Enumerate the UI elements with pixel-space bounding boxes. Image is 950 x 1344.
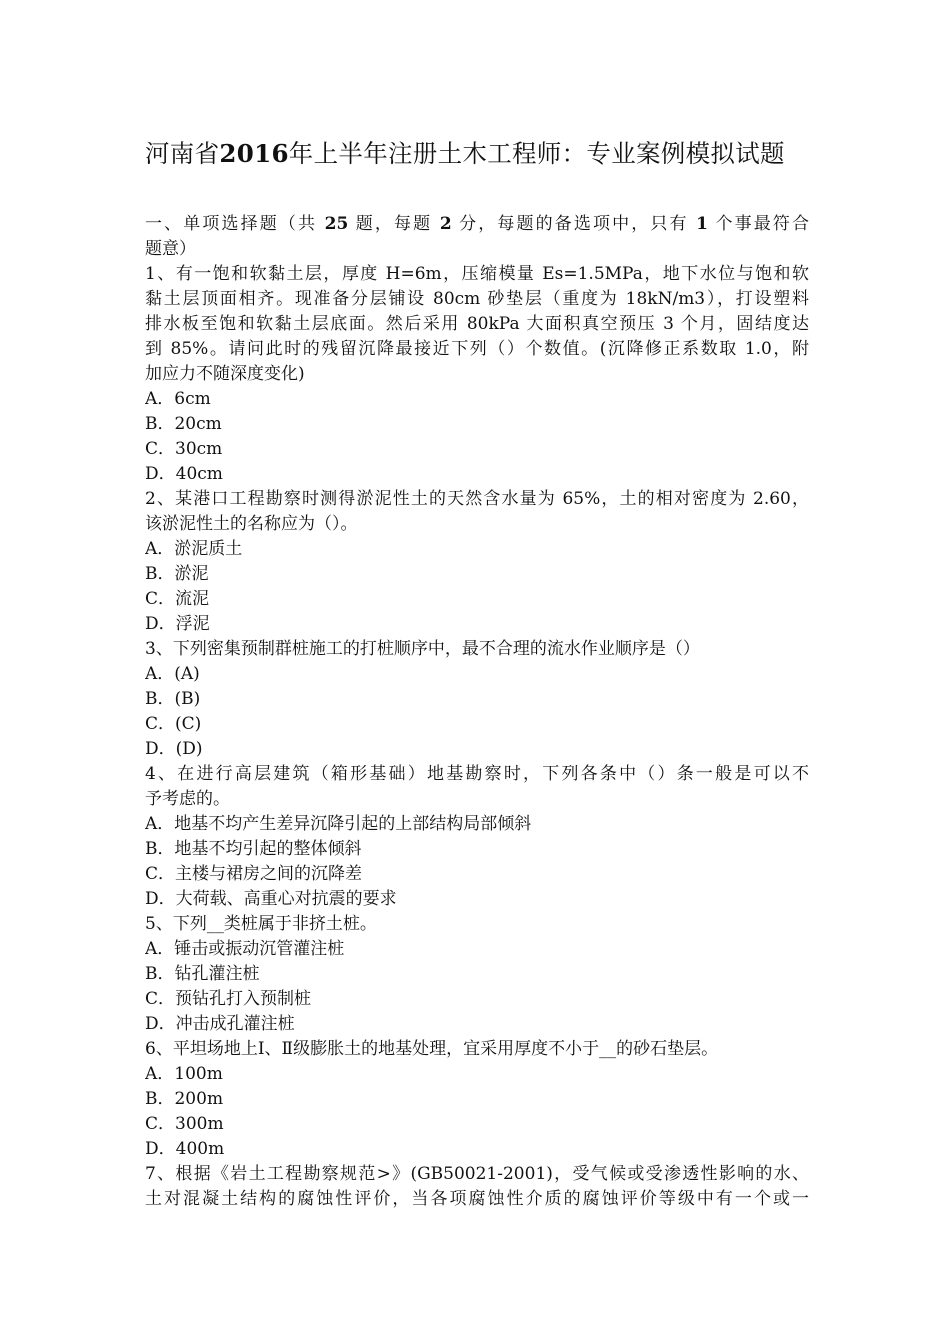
section-heading-continued: 题意）	[145, 239, 196, 259]
answer-option: D．400m	[145, 1139, 225, 1159]
answer-option: D．40cm	[145, 464, 223, 484]
answer-option: A．100m	[145, 1064, 223, 1084]
answer-option: B．钻孔灌注桩	[145, 964, 260, 984]
question-stem-line: 黏土层顶面相齐。现准备分层铺设 80cm 砂垫层（重度为 18kN/m3），打设塑料	[145, 289, 809, 309]
answer-option: C．预钻孔打入预制桩	[145, 989, 312, 1009]
title-year: 2016	[219, 139, 289, 168]
answer-option: B．(B)	[145, 689, 201, 709]
document-body	[145, 212, 809, 1212]
question-count: 25	[324, 214, 349, 234]
question-2	[145, 487, 809, 637]
answer-option: C．主楼与裙房之间的沉降差	[145, 864, 363, 884]
answer-option: B．淤泥	[145, 564, 209, 584]
question-1	[145, 262, 809, 487]
answer-option: A．地基不均产生差异沉降引起的上部结构局部倾斜	[145, 814, 532, 834]
question-stem-line: 7、根据《岩土工程勘察规范>》(GB50021-2001)，受气候或受渗透性影响的水、	[145, 1164, 809, 1184]
question-6	[145, 1037, 809, 1162]
question-stem-line: 排水板至饱和软黏土层底面。然后采用 80kPa 大面积真空预压 3 个月，固结度达	[145, 314, 809, 334]
answer-option: A．(A)	[145, 664, 200, 684]
question-stem-line: 到 85%。请问此时的残留沉降最接近下列（）个数值。(沉降修正系数取 1.0，附	[145, 339, 809, 359]
question-stem-line: 土对混凝土结构的腐蚀性评价，当各项腐蚀性介质的腐蚀评价等级中有一个或一	[145, 1189, 809, 1209]
answer-option: D．冲击成孔灌注桩	[145, 1014, 295, 1034]
answer-option: A．锤击或振动沉管灌注桩	[145, 939, 345, 959]
correct-count: 1	[696, 214, 708, 234]
question-stem-line: 加应力不随深度变化)	[145, 364, 305, 384]
title-prefix: 河南省	[145, 139, 220, 168]
question-5	[145, 912, 809, 1037]
question-3	[145, 637, 809, 762]
question-list	[145, 262, 809, 1212]
question-stem-line: 5、下列__类桩属于非挤土桩。	[145, 914, 377, 934]
answer-option: C．30cm	[145, 439, 223, 459]
answer-option: D．(D)	[145, 739, 203, 759]
question-stem-line: 2、某港口工程勘察时测得淤泥性土的天然含水量为 65%，土的相对密度为 2.60，	[145, 489, 809, 509]
question-stem-line: 该淤泥性土的名称应为（）。	[145, 514, 358, 534]
answer-option: D．浮泥	[145, 614, 210, 634]
question-stem-line: 1、有一饱和软黏土层，厚度 H=6m，压缩模量 Es=1.5MPa，地下水位与饱和软	[145, 264, 809, 284]
answer-option: A．淤泥质土	[145, 539, 243, 559]
question-stem-line: 3、下列密集预制群桩施工的打桩顺序中，最不合理的流水作业顺序是（）	[145, 639, 700, 659]
answer-option: C．300m	[145, 1114, 224, 1134]
document-title	[145, 137, 809, 171]
question-stem-line: 4、在进行高层建筑（箱形基础）地基勘察时，下列各条中（）条一般是可以不	[145, 764, 809, 784]
answer-option: B．地基不均引起的整体倾斜	[145, 839, 362, 859]
answer-option: D．大荷载、高重心对抗震的要求	[145, 889, 397, 909]
section-heading: 一、单项选择题（共 25 题，每题 2 分，每题的备选项中，只有 1 个事最符合	[145, 214, 809, 234]
answer-option: C．流泥	[145, 589, 210, 609]
answer-option: C．(C)	[145, 714, 202, 734]
question-stem-line: 予考虑的。	[145, 789, 230, 809]
question-score: 2	[439, 214, 452, 234]
question-4	[145, 762, 809, 912]
question-7	[145, 1162, 809, 1212]
answer-option: B．20cm	[145, 414, 222, 434]
title-suffix: 年上半年注册土木工程师：专业案例模拟试题	[288, 139, 785, 168]
answer-option: B．200m	[145, 1089, 224, 1109]
answer-option: A．6cm	[145, 389, 211, 409]
question-stem-line: 6、平坦场地上Ⅰ、Ⅱ级膨胀土的地基处理，宜采用厚度不小于__的砂石垫层。	[145, 1039, 719, 1059]
